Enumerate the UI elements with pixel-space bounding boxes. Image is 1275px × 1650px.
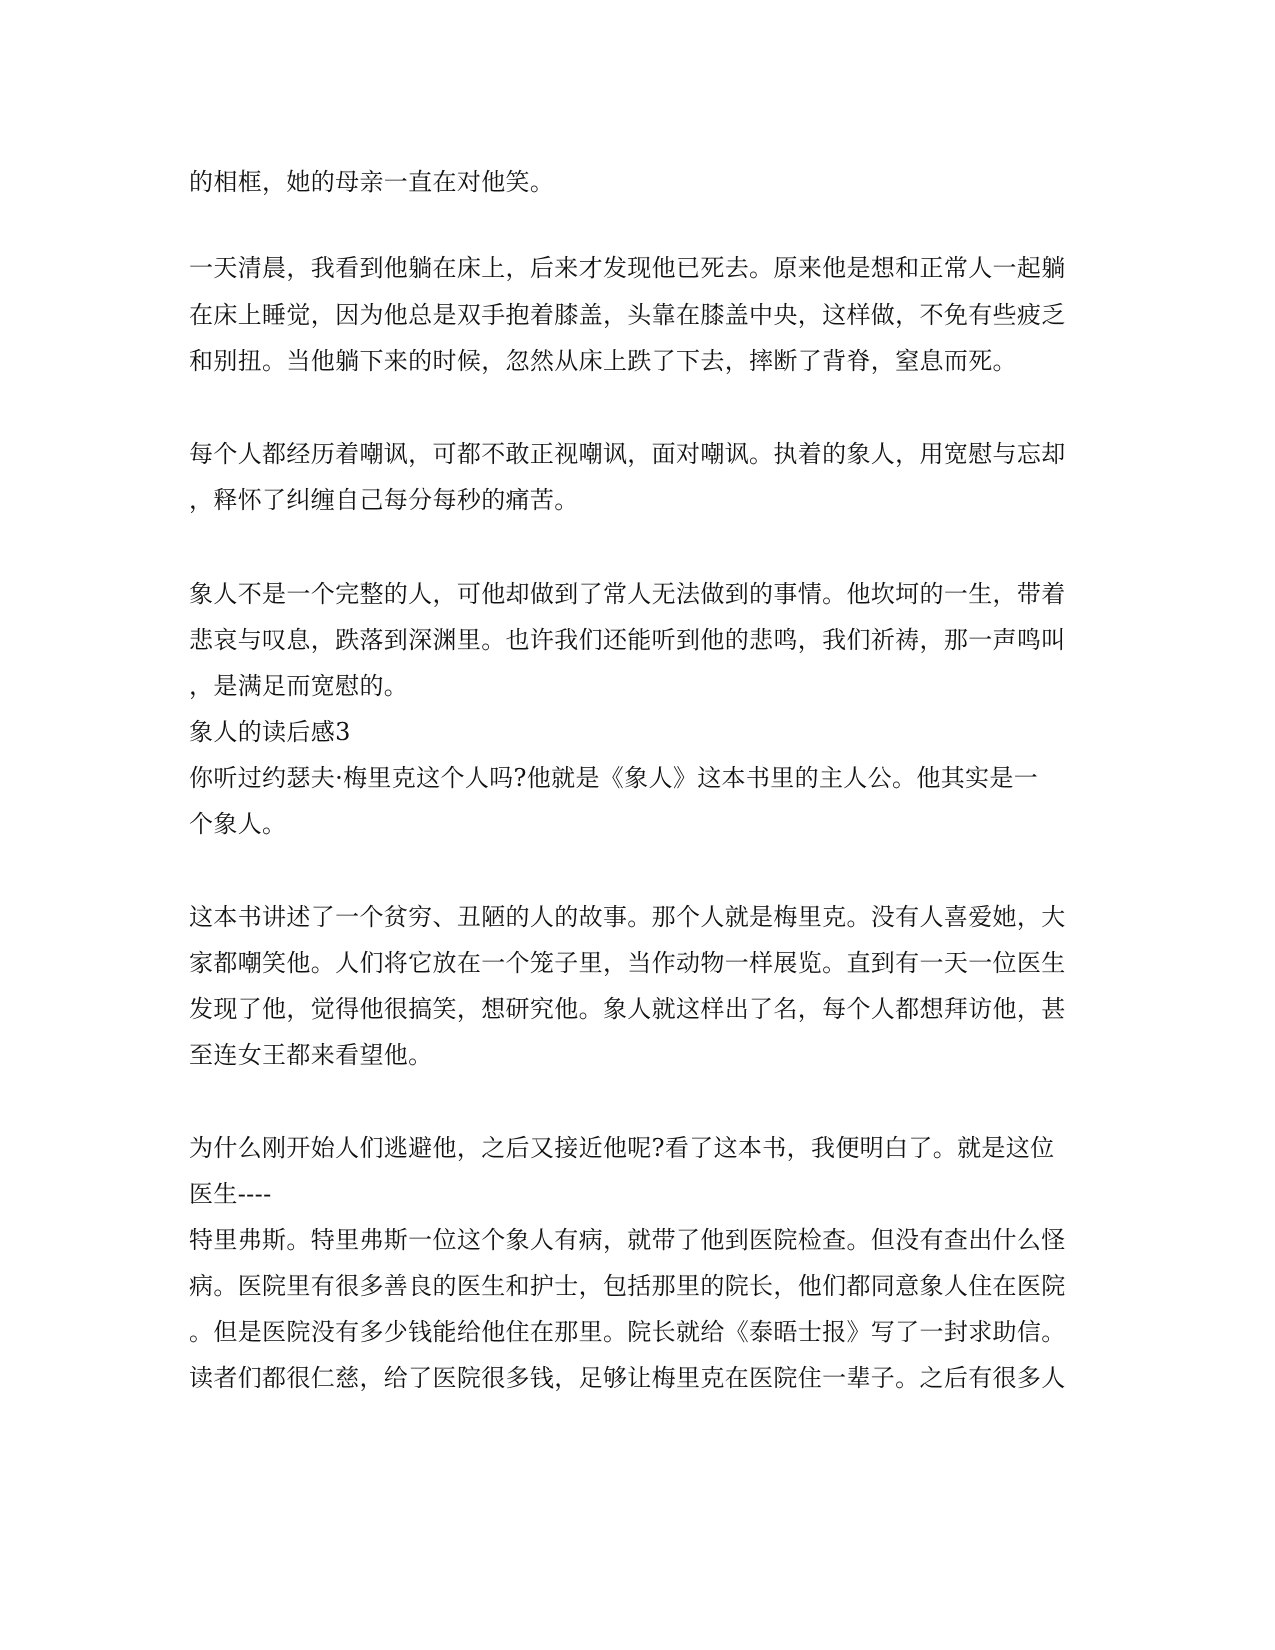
text-line: 象人不是一个完整的人，可他却做到了常人无法做到的事情。他坎坷的一生，带着 — [189, 580, 1066, 608]
text-line: 发现了他，觉得他很搞笑，想研究他。象人就这样出了名，每个人都想拜访他，甚 — [189, 995, 1066, 1023]
text-line: 每个人都经历着嘲讽，可都不敢正视嘲讽，面对嘲讽。执着的象人，用宽慰与忘却 — [189, 440, 1066, 468]
text-line: 读者们都很仁慈，给了医院很多钱，足够让梅里克在医院住一辈子。之后有很多人 — [189, 1364, 1066, 1392]
text-line: 特里弗斯。特里弗斯一位这个象人有病，就带了他到医院检查。但没有查出什么怪 — [189, 1226, 1066, 1254]
text-line: 。但是医院没有多少钱能给他住在那里。院长就给《泰晤士报》写了一封求助信。 — [189, 1318, 1066, 1346]
text-line: 家都嘲笑他。人们将它放在一个笼子里，当作动物一样展览。直到有一天一位医生 — [189, 949, 1066, 977]
text-line: 为什么刚开始人们逃避他，之后又接近他呢?看了这本书，我便明白了。就是这位 — [189, 1134, 1055, 1162]
text-line: 在床上睡觉，因为他总是双手抱着膝盖，头靠在膝盖中央，这样做，不免有些疲乏 — [189, 301, 1066, 329]
text-line: 悲哀与叹息，跌落到深渊里。也许我们还能听到他的悲鸣，我们祈祷，那一声鸣叫 — [189, 626, 1066, 654]
text-line: 和别扭。当他躺下来的时候，忽然从床上跌了下去，摔断了背脊，窒息而死。 — [189, 347, 1017, 375]
text-line: 个象人。 — [189, 810, 287, 838]
text-line: 一天清晨，我看到他躺在床上，后来才发现他已死去。原来他是想和正常人一起躺 — [189, 254, 1066, 282]
text-line: ，释怀了纠缠自己每分每秒的痛苦。 — [189, 486, 579, 514]
text-line: 这本书讲述了一个贫穷、丑陋的人的故事。那个人就是梅里克。没有人喜爱她，大 — [189, 903, 1066, 931]
text-line: ，是满足而宽慰的。 — [189, 672, 409, 700]
text-line: 至连女王都来看望他。 — [189, 1041, 433, 1069]
text-line: 病。医院里有很多善良的医生和护士，包括那里的院长，他们都同意象人住在医院 — [189, 1272, 1066, 1300]
text-line: 的相框，她的母亲一直在对他笑。 — [189, 168, 555, 196]
text-line: 你听过约瑟夫·梅里克这个人吗?他就是《象人》这本书里的主人公。他其实是一 — [189, 764, 1039, 792]
section-heading: 象人的读后感3 — [189, 718, 351, 746]
text-line: 医生---- — [189, 1180, 272, 1208]
